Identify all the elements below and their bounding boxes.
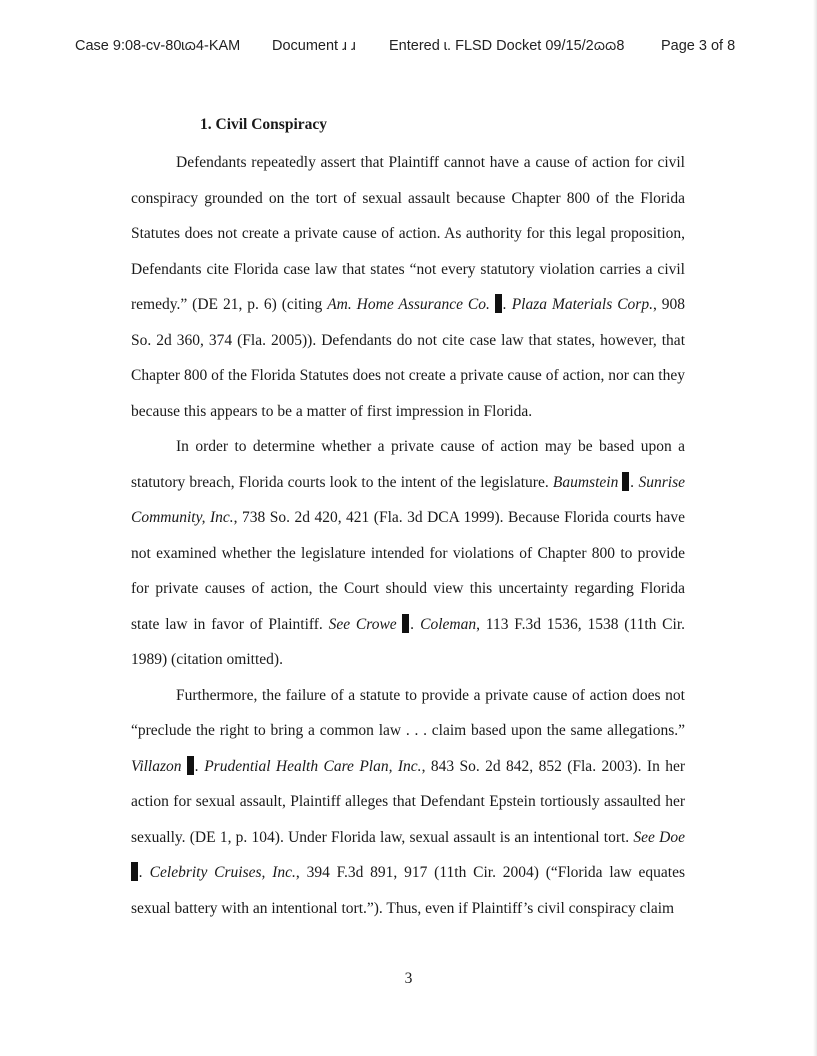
page-indicator: Page 3 of 8 xyxy=(661,38,736,54)
case-citation: . Prudential Health Care Plan, Inc. xyxy=(194,757,422,775)
text-run: Furthermore, the failure of a statute to provide a private cause of action does not “preclude the right to bring a common law . . . claim based upon the same allegations.” xyxy=(131,686,685,739)
case-citation: Villazon xyxy=(131,757,182,775)
redaction-mark xyxy=(187,756,194,775)
case-citation: Baumstein xyxy=(552,473,619,491)
redaction-mark xyxy=(495,294,502,313)
paragraph-3 xyxy=(131,678,685,927)
text-run: , 843 So. 2d 842, 852 (Fla. 2003). In her action for sexual assault, Plaintiff alleges that Defendant Epstein tortiously assaulted her sexually. (DE 1, p. 104). Under Florida law, sexual assault is an intentional tort. xyxy=(131,757,686,846)
text-run: Defendants repeatedly assert that Plaintiff cannot have a cause of action for civil conspiracy grounded on the tort of sexual assault because Chapter 800 of the Florida Statutes does not create a private cause of action. As authority for this legal proposition, Defendants cite Florida case law that states “not every statutory violation carries a civil remedy.” (DE 21, p. 6) (citing xyxy=(131,154,685,313)
text-run: , 738 So. 2d 420, 421 (Fla. 3d DCA 1999). Because Florida courts have not examined whether the legislature intended for violations of Chapter 800 to provide for private causes of action, the Court should view this uncertainty regarding Florida state law in favor of Plaintiff. xyxy=(131,509,685,633)
section-heading: 1. Civil Conspiracy xyxy=(200,116,328,133)
document-number: Document ɹ ɹ xyxy=(272,38,356,54)
page-number: 3 xyxy=(404,970,413,987)
case-citation: . Sunrise Community, Inc. xyxy=(131,473,686,526)
scan-edge xyxy=(813,0,817,1056)
case-number: Case 9:08-cv-80ɩɷ4-KAM xyxy=(75,38,241,54)
paragraph-1 xyxy=(131,145,685,429)
docket-entry: Entered ɩ. FLSD Docket 09/15/2ɷɷ8 xyxy=(389,38,625,54)
text-run: , 908 So. 2d 360, 374 (Fla. 2005)). Defendants do not cite case law that states, however, that Chapter 800 of the Florida Statutes does not create a private cause of action, nor can they because this appears to be a matter of first impression in Florida. xyxy=(131,296,686,420)
case-citation: . Celebrity Cruises, Inc. xyxy=(139,864,296,881)
text-run: , 394 F.3d 891, 917 (11th Cir. 2004) (“Florida law equates sexual battery with an intentional tort.”). Thus, even if Plaintiff’s civil conspiracy claim xyxy=(131,864,686,917)
case-citation: See Doe xyxy=(633,828,685,846)
case-citation: . Coleman xyxy=(410,615,477,633)
document-body xyxy=(131,145,685,926)
case-citation: See Crowe xyxy=(328,615,397,633)
text-run: , 113 F.3d 1536, 1538 (11th Cir. 1989) (citation omitted). xyxy=(131,615,686,668)
redaction-mark xyxy=(402,614,409,633)
text-run: In order to determine whether a private cause of action may be based upon a statutory breach, Florida courts look to the intent of the legislature. xyxy=(131,438,685,491)
case-citation: . Plaza Materials Corp. xyxy=(502,296,653,313)
case-citation: Am. Home Assurance Co. xyxy=(327,296,490,313)
redaction-mark xyxy=(131,862,138,881)
paragraph-2 xyxy=(131,429,685,678)
redaction-mark xyxy=(622,472,629,491)
